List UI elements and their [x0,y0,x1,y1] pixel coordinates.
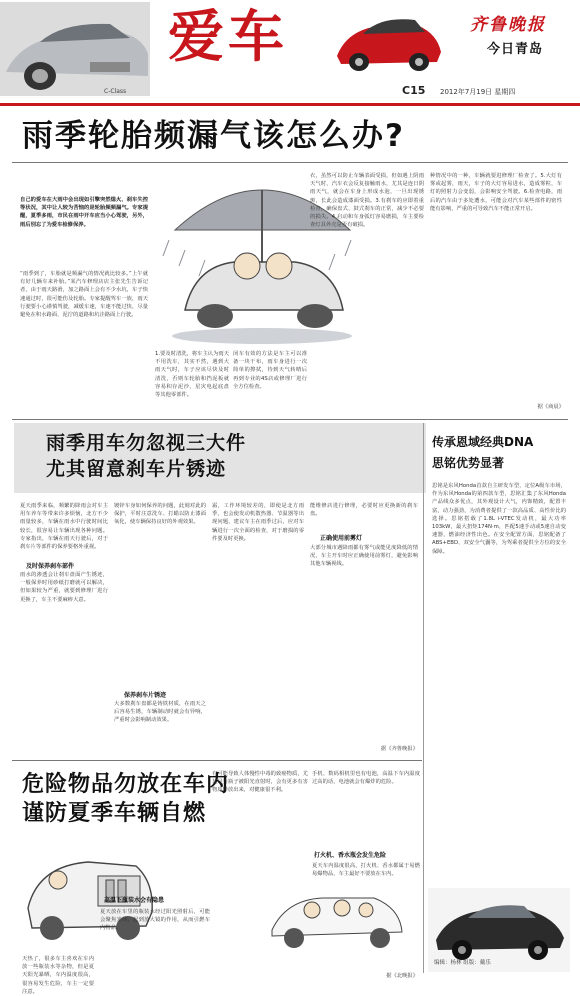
car-badge-text: C-Class [104,88,127,95]
article3-col2: 夏天放在车里的瓶装水经过阳光照射后，可能会聚焦光线，起到放大镜的作用，从而引燃车内物品。 [100,909,210,932]
article2-col2: 镀锌车身如何保养的问题，此刻对此的保护，平时注意洗车、打蜡以防止漆面氧化，使车辆保持良好的外观效果。 [114,503,206,526]
article2-subhead2: 保养刹车片锈迹 [124,692,167,699]
article3-col3: 有可能导致人体慢性中毒的致癌物质，尤其是当瓶子被阳光直射时，会有更多有害物质释放出来，对健康很不利。 [212,771,308,794]
article2-col4b: 大部分城市遇降雨都有雾气或能见度降低的情况，车主开车时应正确使用前雾灯，避免影响其他车辆视线。 [310,545,418,568]
article2-col2b: 大多数刹车盘都是铸铁材质，在雨天之后容易生锈，车辆制动时就会有异响，严重时会影响制动效果。 [114,701,206,724]
issue-date: 2012年7月19日 星期四 [440,88,516,96]
article1-headline: 雨季轮胎频漏气该怎么办? [22,118,405,154]
article2-headline-line1: 雨季用车勿忽视三大件 [46,432,247,454]
article1-col1: “雨季到了，车胎就是频漏气的情况就比较多。”上午就有好几辆车来补胎。”某汽车修理店店主张先生告诉记者，由于雨天路滑，加之路面上会有不少水坑，车子快速通过时，很可能伤及轮胎。专家提醒驾车一族，雨天行驶要小心谨慎驾驶，减缓车速，车速不能过快，尽量避免在积水路面、泥泞的道路和坑洼路面上行驶。 [20,271,148,319]
article2-headline-line2: 尤其留意刹车片锈迹 [46,458,227,480]
article1-col3: 闭车有效的方法是车主可以准备一块干布，雨车身进行一次简单的擦拭，待到天气转晴后再到专业的4S店或修理厂进行全方位检查。 [233,351,307,390]
article2-col4: 能维修店进行修理，必要时应更换新的刹车盘。 [310,503,418,518]
article1-source: 据《商晨》 [537,404,564,410]
car-photo-silver [0,2,150,96]
article2-subhead1: 及时保养刹车部件 [26,563,75,570]
ad-title [432,432,533,474]
newspaper-name: 齐鲁晚报 [470,15,546,35]
article3-subhead1: 高温下瓶装水会有隐患 [104,897,165,904]
page-number: C15 [402,84,426,97]
article3-headline-line2: 谨防夏季车辆自燃 [22,801,207,826]
article2-col1: 夏天雨季来临，频繁的降雨会对车主用车养车等带来许多烦恼，北方不少雨量较多，车辆在雨水中行驶时间比较长，很容易让车辆出现各种问题。专家指出，车辆在雨天行驶后，对于刹车片等部件的保养要格外重视。 [20,503,108,551]
article2-col1b: 雨水的渗透会让刹车盘面产生锈迹，一般保养时用砂纸打磨就可以解决，但如果较为严重，就要到修理厂进行更换了，车主不要麻痹大意。 [20,572,108,603]
article1-intro: 自己的爱车在大雨中会出现如引擎突然熄火、刹车失控等状况，其中让人较为苦恼的是轮胎频频漏气。专家提醒，夏季多雨，市民在雨中开车应当小心驾驶，另外，雨后别忘了为爱车检修保养。 [20,197,148,228]
article3-col1: 天热了，很多车主喜欢在车内放一些瓶装水等杂物，但是夏天阳光暴晒，车内温度很高，很容易发生危险，车主一定要注意。 [22,956,94,995]
article3-headline [22,770,229,828]
divider [12,162,568,163]
divider [12,419,568,420]
article2-col3: 霜，工作环境较差的，即使是北方雨季，也会使发动机散热器、节温器等出现问题，建议车主在雨季过后，应对车辆进行一次全面的检查，对于磨损的零件要及时更换。 [212,503,304,542]
article2-headline [46,430,246,482]
article1-col2: 1.要及时清洗，将车主认为雨天不用洗车，其实不然，遇到大雨天气时，车子应该尽快及时清洗，否则车轮胎和挡泥板就容易积存泥沙，星灾电起底盘等其他零部件。 [155,351,229,399]
page-header [0,0,580,106]
article3-source: 据《北晚报》 [386,973,418,979]
article3-subhead2: 打火机、香水瓶会发生危险 [314,852,387,859]
article3-col4b: 夏天车内温度很高，打火机、香水都属于易燃易爆物品，车主最好不要放在车内。 [312,863,420,878]
section-title: 爱车 [168,4,288,70]
article1-col5: 种情况中的一种，车辆就要进修理厂检查了。5.大灯有雾或起雾，雨天，车子的大灯容易进水，造成雾粒，车灯的照射力会变弱，会影响安全驾驶。6.检查电路，雨后的汽车由于多处遭水，可能会对汽车某些部件的密性能有影响，严重的可导致汽车不能正常开启。 [430,173,562,212]
red-car-image [333,8,443,78]
article3-headline-line1: 危险物品勿放在车内 [22,772,230,797]
article3-col4: 手机、数码相机里也有电池，高温下车内温度过高的话，电池就会有爆炸的危险。 [312,771,420,786]
edition-city: 今日青岛 [487,42,544,57]
ad-text: 思铭是东风Honda首款自主研发车型，定位A级车市场，作为东风Honda的第四款车型，思铭汇集了东风Honda产品线众多优点，其外观设计大气，内饰精致，配置丰富，动力强劲，为消费者提供了一款高品质、高性价比的选择。思铭搭载了1.8L i-VTEC发动机，最大功率103kW，最大扭矩174N·m，匹配5速手动或5速自动变速器，燃油经济性出色。在安全配置方面，思铭配备了ABS+EBD、双安全气囊等，为驾乘者提供全方位的安全保障。 [432,483,566,555]
editor-credit: 编辑：杨林 组版：戴乐 [434,960,491,966]
ad-title-line2: 思铭优势显著 [432,456,505,470]
article2-source: 据《齐鲁晚报》 [380,746,418,752]
article1-col4: 衣，虽然可以防止车辆表面受损，但如遇上阴雨天气时，汽车衣会反复接触雨水，尤其是连日阴雨天气，就会在车身上形成水泡，一旦出现锈斑，长此会造成漆面受损。3.有刹车的应即着重检查，确保盘式、鼓式刹车的正常，减少不必要的损失。4.启动和车身弧灯容易磨损，车主要检查灯具外壳是否有破损。 [310,173,424,229]
article2-subhead3: 正确使用前雾灯 [320,535,363,542]
divider [12,760,422,761]
ad-title-line1: 传承恩域经典DNA [432,435,534,449]
